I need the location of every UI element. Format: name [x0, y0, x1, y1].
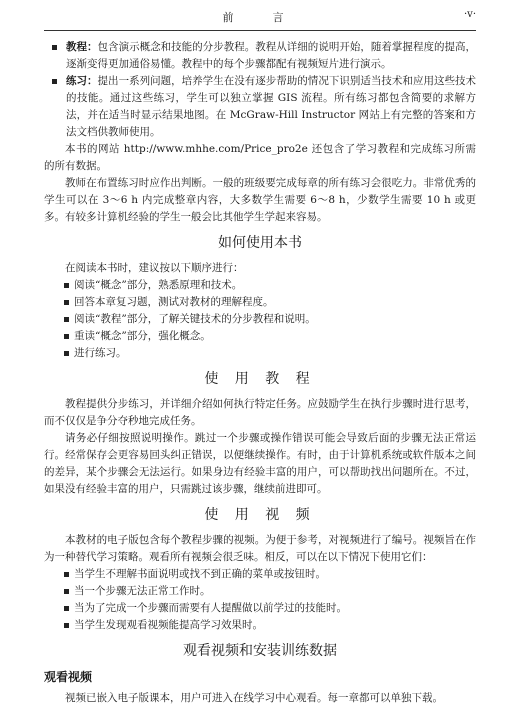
bullet-tutorial-lead: 教程： [66, 41, 98, 53]
how-to-lead: 在阅读本书时，建议按以下顺序进行： [65, 262, 244, 274]
list-item: 当学生不理解书面说明或找不到正确的菜单或按钮时。 [44, 566, 476, 583]
bullet-tutorial [44, 39, 476, 73]
watch-videos-paragraph: 视频已嵌入电子版课本，用户可进入在线学习中心观看。每一章都可以单独下载。 [65, 692, 443, 704]
teacher-paragraph: 教师在布置练习时应作出判断。一般的班级要完成每章的所有练习会很吃力。非常优秀的学生可以在 3～6 h 内完成整章内容，大多数学生需要 6～8 h，少数学生需要 10 h 或更多。有较多计算机经验的学生一般会比其他学生学起来容易。 [44, 177, 476, 223]
videos-list [44, 566, 476, 634]
running-header [44, 0, 476, 31]
tutorials-paragraph-1: 教程提供分步练习，并详细介绍如何执行特定任务。应鼓励学生在执行步骤时进行思考，而不仅仅是争分夺秒地完成任务。 [44, 398, 476, 427]
bullet-tutorial-text: 包含演示概念和技能的分步教程。教程从详细的说明开始，随着掌握程度的提高，逐渐变得更加通俗易懂。教程中的每个步骤都配有视频短片进行演示。 [66, 41, 477, 70]
header-title: 前 言 [222, 11, 298, 24]
install-heading: 观看视频和安装训练数据 [183, 643, 337, 659]
how-to-heading: 如何使用本书 [218, 235, 302, 251]
website-paragraph: 本书的网站 http://www.mhhe.com/Price_pro2e 还包含了学习教程和完成练习所需的所有数据。 [44, 143, 476, 172]
tutorials-heading: 使 用 教 程 [204, 371, 316, 387]
list-item: 阅读“教程”部分，了解关键技术的分步教程和说明。 [44, 311, 476, 328]
page-number: ·v· [463, 9, 476, 20]
tutorials-paragraph-2: 请务必仔细按照说明操作。跳过一个步骤或操作错误可能会导致后面的步骤无法正常运行。经常保存会更容易回头纠正错误，以便继续操作。有时，由于计算机系统或软件版本之间的差异，某个步骤会无法运行。如果身边有经验丰富的用户，可以帮助找出问题所在。不过，如果没有经验丰富的用户，只需跳过该步骤，继续前进即可。 [44, 432, 476, 495]
list-item: 当学生发现观看视频能提高学习效果时。 [44, 617, 476, 634]
list-item: 重读“概念”部分，强化概念。 [44, 328, 476, 345]
page-content [44, 31, 476, 707]
list-item: 当一个步骤无法正常工作时。 [44, 583, 476, 600]
bullet-exercise [44, 73, 476, 141]
list-item: 进行练习。 [44, 345, 476, 362]
watch-videos-subheading: 观看视频 [44, 670, 93, 684]
videos-paragraph: 本教材的电子版包含每个教程步骤的视频。为便于参考，对视频进行了编号。视频旨在作为一种替代学习策略。观看所有视频会很乏味。相反，可以在以下情况下使用它们： [44, 534, 476, 563]
bullet-exercise-lead: 练习： [66, 75, 98, 87]
how-to-list [44, 277, 476, 362]
list-item: 当为了完成一个步骤而需要有人提醒做以前学过的技能时。 [44, 600, 476, 617]
videos-heading: 使 用 视 频 [204, 507, 316, 523]
list-item: 阅读“概念”部分，熟悉原理和技术。 [44, 277, 476, 294]
bullet-exercise-text: 提出一系列问题，培养学生在没有逐步帮助的情况下识别适当技术和应用这些技术的技能。通过这些练习，学生可以独立掌握 GIS 流程。所有练习都包含简要的求解方法，并在适当时显示结果地图。在 McGraw-Hill Instructor 网站上有完整的答案和方法文档供教师使用。 [66, 75, 477, 138]
list-item: 回答本章复习题，测试对教材的理解程度。 [44, 294, 476, 311]
